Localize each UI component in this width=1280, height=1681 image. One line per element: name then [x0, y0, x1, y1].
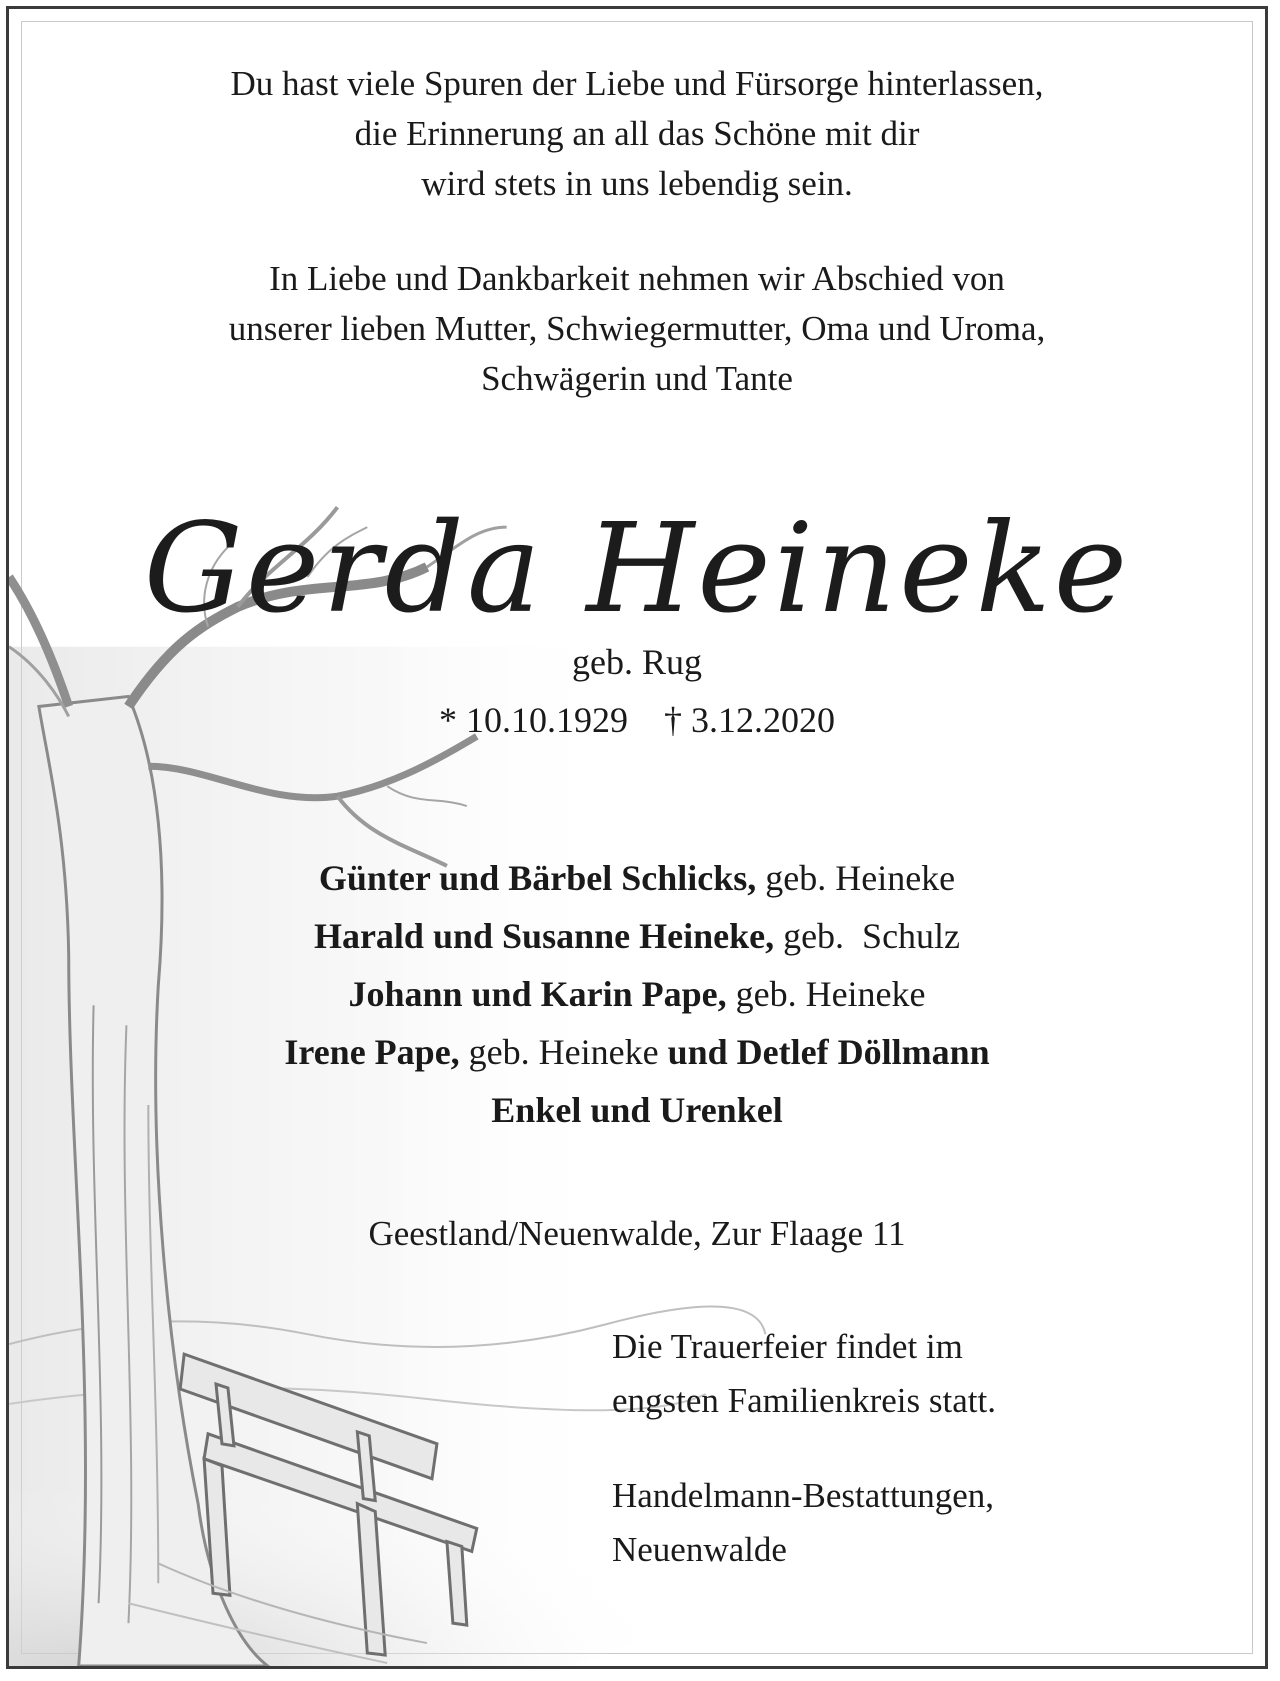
service-notice	[612, 1320, 1172, 1428]
mourner-suffix: und Detlef Döllmann	[667, 1032, 990, 1072]
undertaker-notice	[612, 1469, 1172, 1577]
obituary-frame	[6, 6, 1268, 1669]
mourner-line	[9, 965, 1265, 1023]
deceased-block	[9, 499, 1265, 749]
mourner-names: Irene Pape,	[284, 1032, 460, 1072]
verse-line-3: wird stets in uns lebendig sein.	[421, 164, 853, 203]
mourner-names: Enkel und Urenkel	[491, 1090, 783, 1130]
undertaker-line-1: Handelmann-Bestattungen,	[612, 1476, 994, 1515]
deceased-name: Gerda Heineke	[143, 497, 1131, 641]
life-dates	[9, 691, 1265, 749]
address-line: Geestland/Neuenwalde, Zur Flaage 11	[368, 1214, 906, 1253]
mourners-list	[9, 849, 1265, 1139]
memorial-verse	[9, 59, 1265, 209]
verse-line-2: die Erinnerung an all das Schöne mit dir	[354, 114, 920, 153]
mourner-names: Harald und Susanne Heineke,	[313, 916, 775, 956]
mourner-born: geb. Heineke	[468, 1032, 659, 1072]
intro-line-1: In Liebe und Dankbarkeit nehmen wir Abschied von	[269, 259, 1005, 298]
farewell-intro	[9, 254, 1265, 404]
mourner-names: Johann und Karin Pape,	[348, 974, 727, 1014]
death-date: † 3.12.2020	[664, 700, 835, 740]
undertaker-line-2: Neuenwalde	[612, 1530, 787, 1569]
mourner-born: geb. Heineke	[765, 858, 956, 898]
intro-line-3: Schwägerin und Tante	[481, 359, 793, 398]
intro-line-2: unserer lieben Mutter, Schwiegermutter, Oma und Uroma,	[228, 309, 1046, 348]
mourner-line	[9, 849, 1265, 907]
family-address	[9, 1205, 1265, 1263]
service-line-1: Die Trauerfeier findet im	[612, 1327, 963, 1366]
maiden-name: geb. Rug	[572, 642, 702, 682]
mourner-names: Günter und Bärbel Schlicks,	[318, 858, 757, 898]
mourner-line	[9, 1023, 1265, 1081]
verse-line-1: Du hast viele Spuren der Liebe und Fürsorge hinterlassen,	[230, 64, 1044, 103]
mourner-line	[9, 907, 1265, 965]
mourner-born: geb. Schulz	[783, 916, 961, 956]
mourner-born: geb. Heineke	[735, 974, 926, 1014]
service-line-2: engsten Familienkreis statt.	[612, 1381, 996, 1420]
birth-date: * 10.10.1929	[439, 700, 628, 740]
mourner-line	[9, 1081, 1265, 1139]
